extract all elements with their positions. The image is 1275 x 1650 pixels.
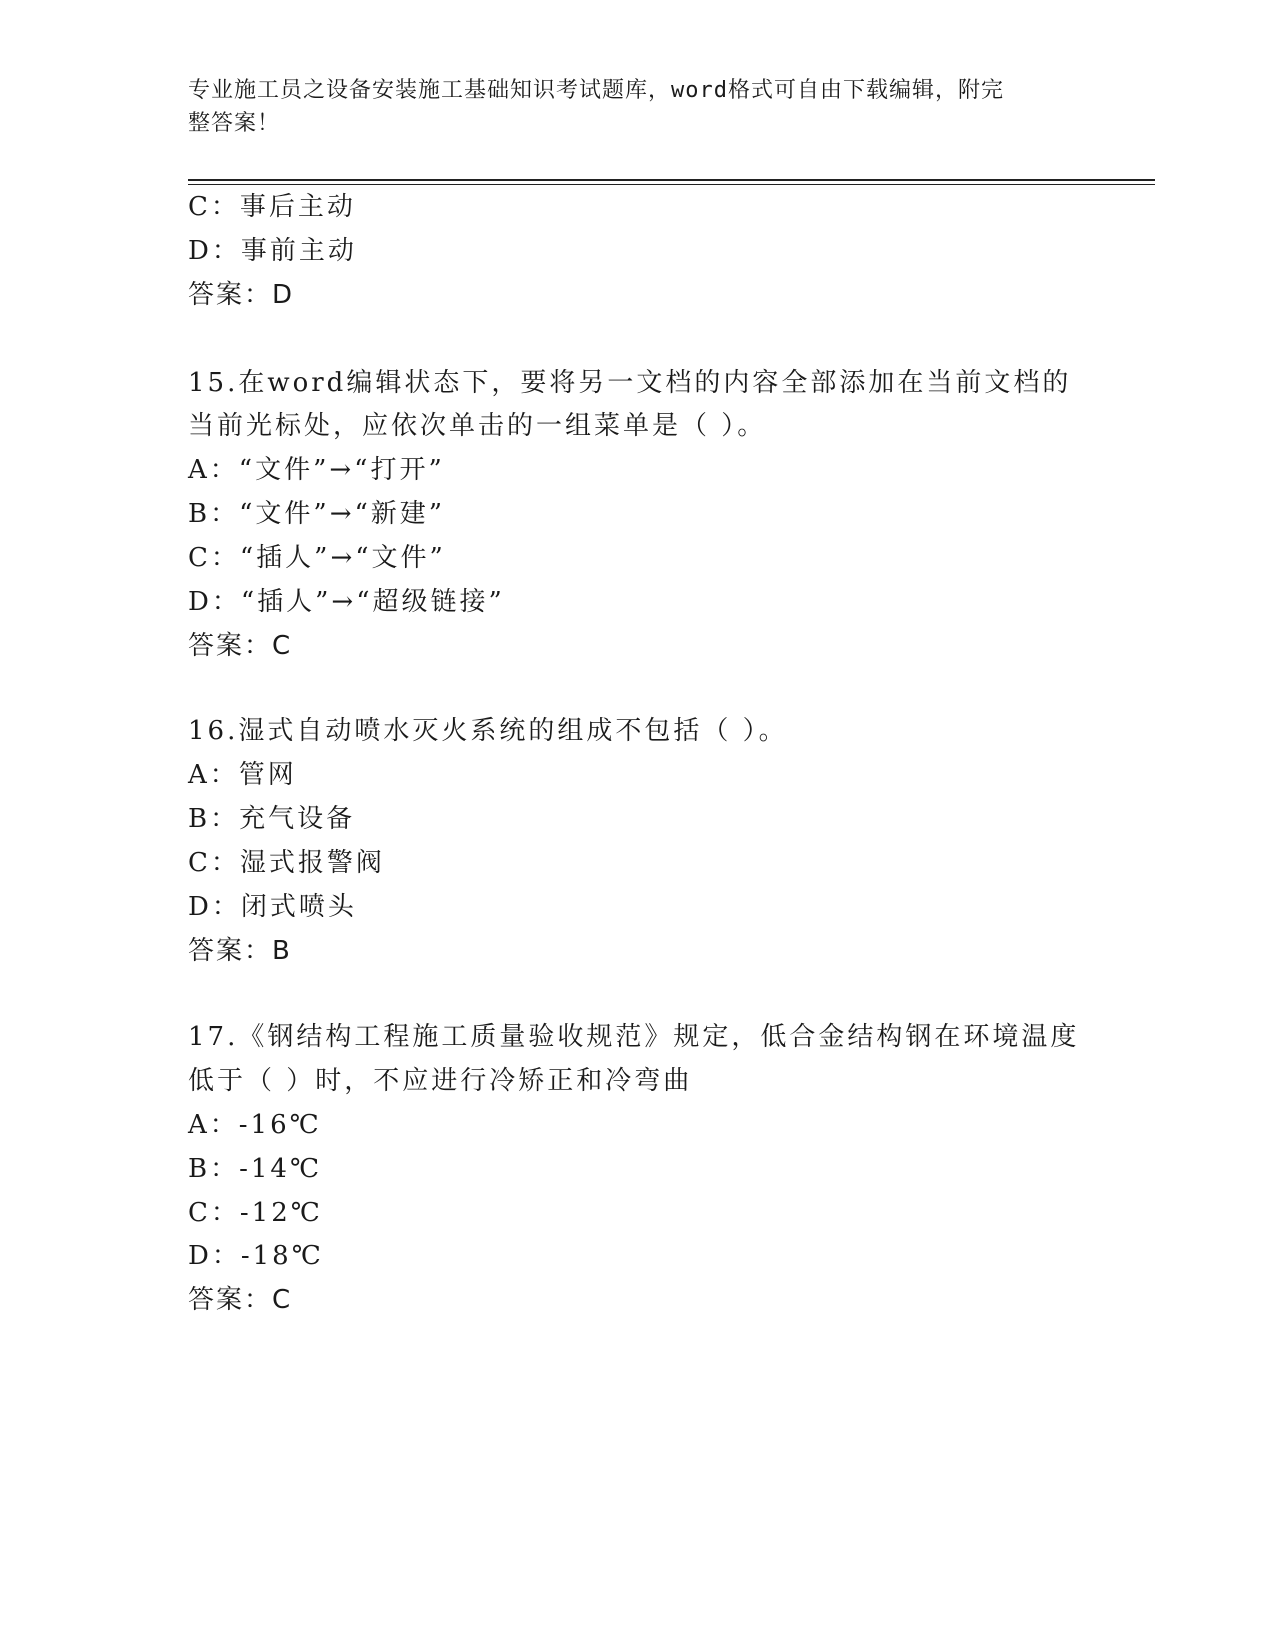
q17-stem-line-1: 17.《钢结构工程施工质量验收规范》规定，低合金结构钢在环境温度 [188,1022,1080,1052]
prev-option-c: C：事后主动 [188,192,356,222]
q15-option-b: B：“文件”→“新建” [188,499,446,529]
q15-answer: 答案：C [188,631,293,661]
q16-option-b: B：充气设备 [188,804,356,834]
q15-option-a: A：“文件”→“打开” [188,455,445,485]
q16-answer: 答案：B [188,936,292,966]
q17-answer: 答案：C [188,1285,293,1315]
header-line-2: 整答案！ [188,111,281,136]
q16-option-a: A：管网 [188,760,297,790]
prev-answer: 答案：D [188,280,295,310]
q16-stem-line-1: 16.湿式自动喷水灭火系统的组成不包括（ ）。 [188,716,788,746]
document-header [188,74,1068,140]
header-line-1: 专业施工员之设备安装施工基础知识考试题库，word格式可自由下载编辑，附完 [188,78,1004,103]
header-rule-thin [188,184,1155,185]
q17-option-c: C：-12℃ [188,1198,323,1228]
q15-stem-line-1: 15.在word编辑状态下，要将另一文档的内容全部添加在当前文档的 [188,368,1072,398]
q16-option-c: C：湿式报警阀 [188,848,385,878]
q16-option-d: D：闭式喷头 [188,892,357,922]
header-rule-thick [188,179,1155,181]
prev-option-d: D：事前主动 [188,236,357,266]
q15-option-d: D：“插人”→“超级链接” [188,587,505,617]
q17-option-d: D：-18℃ [188,1241,324,1271]
q17-option-b: B：-14℃ [188,1154,323,1184]
q15-option-c: C：“插人”→“文件” [188,543,446,573]
q15-stem-line-2: 当前光标处，应依次单击的一组菜单是（ ）。 [188,411,767,441]
q17-stem-line-2: 低于（ ）时，不应进行冷矫正和冷弯曲 [188,1066,693,1096]
q17-option-a: A：-16℃ [188,1110,322,1140]
